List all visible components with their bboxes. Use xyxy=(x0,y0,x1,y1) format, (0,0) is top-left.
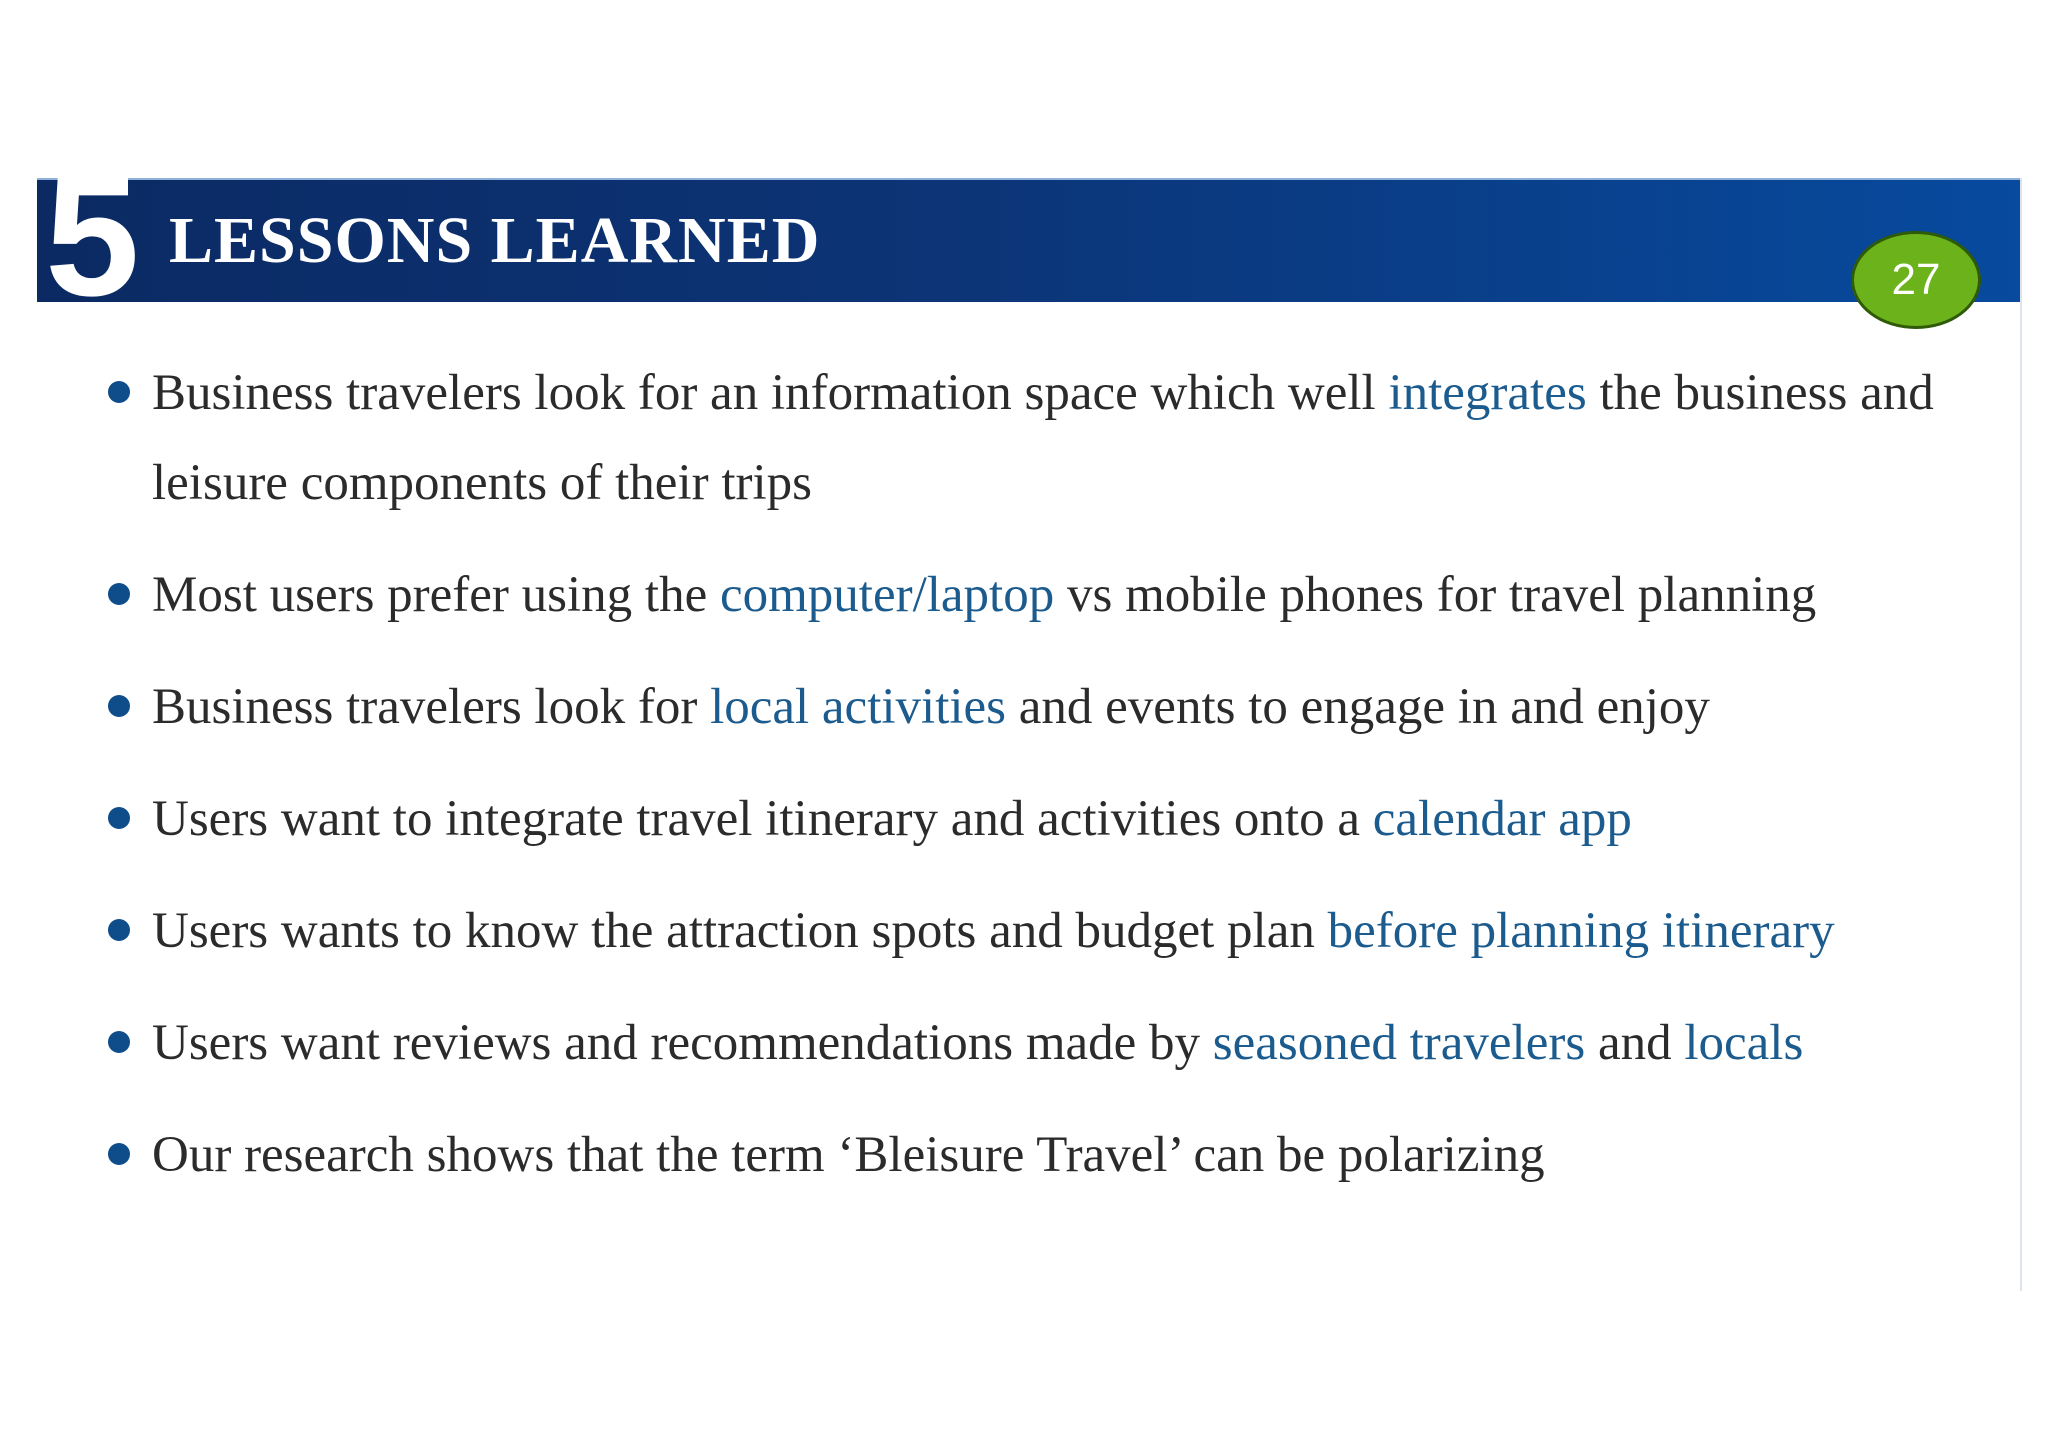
bullet-dot-icon xyxy=(108,807,130,829)
highlight-text: locals xyxy=(1684,1015,1804,1071)
bullet-text: Our research shows that the term ‘Bleisure Travel’ can be polarizing xyxy=(152,1127,1545,1183)
bullet-text: and xyxy=(1585,1015,1685,1071)
highlight-text: seasoned travelers xyxy=(1212,1015,1586,1071)
bullet-text: Business travelers look for an information space which well xyxy=(152,365,1389,421)
list-item xyxy=(152,550,1987,640)
bullet-dot-icon xyxy=(108,1143,130,1165)
bullet-text: Most users prefer using the xyxy=(152,567,720,623)
bullet-text: the business and leisure components of their trips xyxy=(152,365,1934,511)
bullet-text: Users want reviews and recommendations made by xyxy=(152,1015,1213,1071)
list-item xyxy=(152,348,1987,528)
highlight-text: computer/laptop xyxy=(719,567,1055,623)
bullet-text: and events to engage in and enjoy xyxy=(1006,679,1710,735)
header-bar xyxy=(37,178,2020,332)
highlight-text: integrates xyxy=(1388,365,1587,421)
list-item xyxy=(152,662,1987,752)
slide xyxy=(37,178,2022,1291)
bullet-text: Business travelers look for xyxy=(152,679,711,735)
highlight-text: before planning itinerary xyxy=(1327,903,1835,959)
highlight-text: local activities xyxy=(710,679,1007,735)
page-number-badge: 27 xyxy=(1851,231,1981,329)
bullet-dot-icon xyxy=(108,695,130,717)
section-number: 5 xyxy=(45,178,134,332)
list-item xyxy=(152,886,1987,976)
bullet-dot-icon xyxy=(108,1031,130,1053)
slide-title: LESSONS LEARNED xyxy=(169,204,821,277)
bullet-text: Users want to integrate travel itinerary and activities onto a xyxy=(152,791,1373,847)
highlight-text: calendar app xyxy=(1372,791,1632,847)
bullet-dot-icon xyxy=(108,381,130,403)
bullet-dot-icon xyxy=(108,583,130,605)
bullet-dot-icon xyxy=(108,919,130,941)
bullet-text: vs mobile phones for travel planning xyxy=(1054,567,1817,623)
list-item xyxy=(152,998,1987,1088)
bullet-text: Users wants to know the attraction spots and budget plan xyxy=(152,903,1328,959)
list-item xyxy=(152,1110,1987,1200)
list-item xyxy=(152,774,1987,864)
